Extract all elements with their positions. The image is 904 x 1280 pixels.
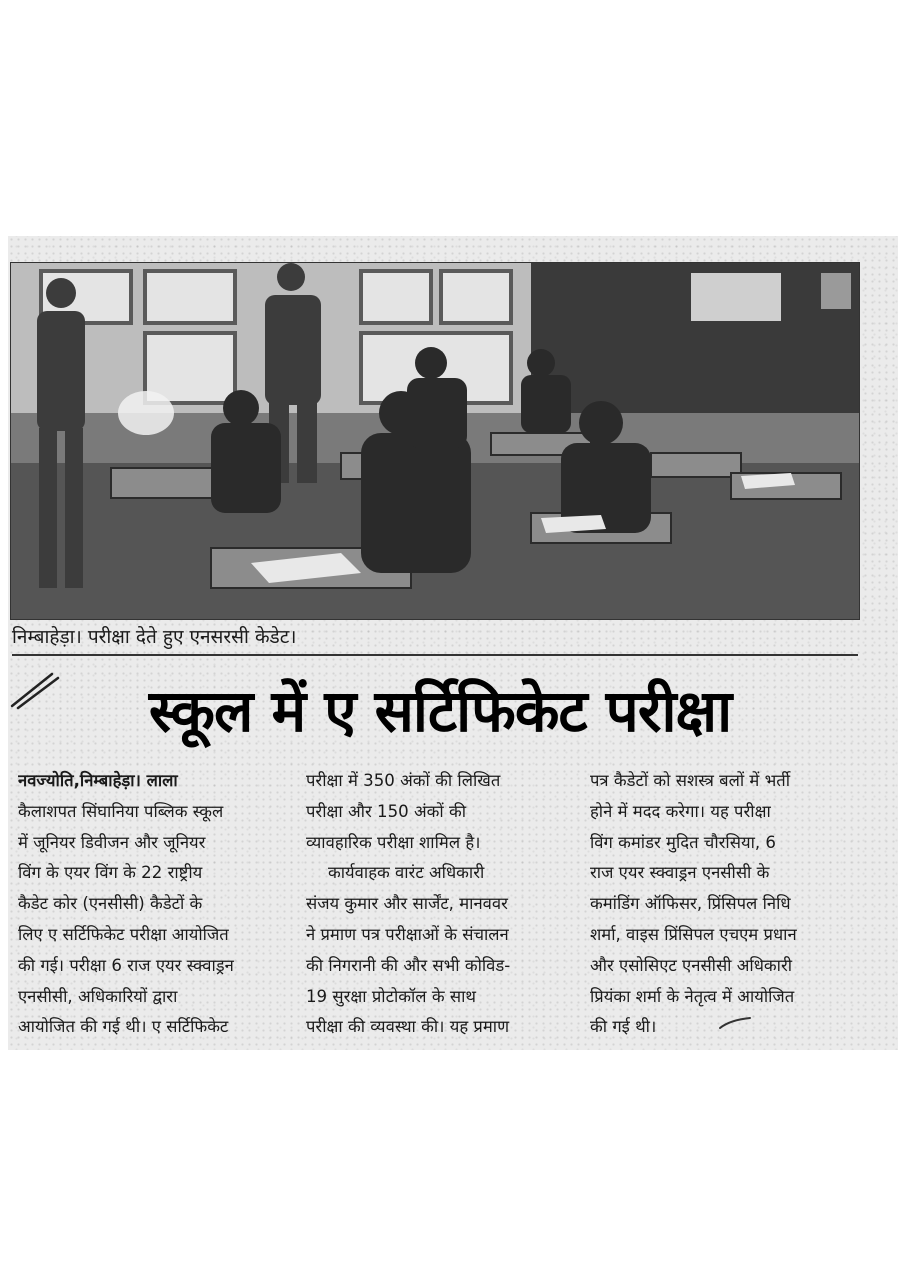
text-line: नवज्योति,निम्बाहेड़ा। लाला (18, 771, 178, 790)
check-mark-icon (718, 1016, 752, 1034)
text-line: कैडेट कोर (एनसीसी) कैडेटों के (18, 894, 203, 914)
text-line: परीक्षा की व्यवस्था की। यह प्रमाण (306, 1017, 510, 1037)
text-line: और एसोसिएट एनसीसी अधिकारी (590, 955, 793, 975)
text-line: विंग के एयर विंग के 22 राष्ट्रीय (18, 863, 203, 883)
text-line: की गई। परीक्षा 6 राज एयर स्क्वाड्रन (18, 955, 234, 975)
text-line: की निगरानी की और सभी कोविड- (306, 955, 511, 975)
text-line: लिए ए सर्टिफिकेट परीक्षा आयोजित (18, 924, 229, 944)
news-photo (10, 262, 860, 620)
article-column-2 (306, 766, 568, 1044)
article-column-3 (590, 766, 852, 1044)
text-line: परीक्षा और 150 अंकों की (306, 801, 466, 821)
text-line: राज एयर स्क्वाड्रन एनसीसी के (590, 863, 770, 883)
text-line: शर्मा, वाइस प्रिंसिपल एचएम प्रधान (590, 924, 797, 944)
text-line: प्रियंका शर्मा के नेतृत्व में आयोजित (590, 986, 795, 1006)
photo-caption: निम्बाहेड़ा। परीक्षा देते हुए एनसरसी केडेट। (12, 626, 297, 648)
headline: स्कूल में ए सर्टिफिकेट परीक्षा (148, 677, 732, 745)
text-line: में जूनियर डिवीजन और जूनियर (18, 832, 206, 852)
text-line: ने प्रमाण पत्र परीक्षाओं के संचालन (306, 924, 509, 944)
text-line: की गई थी। (590, 1017, 657, 1037)
text-line: कमांडिंग ऑफिसर, प्रिंसिपल निधि (590, 894, 791, 914)
classroom-photo-image (11, 263, 859, 619)
divider (12, 654, 858, 656)
text-line: एनसीसी, अधिकारियों द्वारा (18, 986, 178, 1006)
text-line: कैलाशपत सिंघानिया पब्लिक स्कूल (18, 801, 224, 821)
text-line: संजय कुमार और सार्जेंट, मानववर (306, 894, 508, 914)
pen-mark-icon (8, 668, 64, 712)
article-column-1 (18, 766, 280, 1044)
text-line: 19 सुरक्षा प्रोटोकॉल के साथ (306, 986, 476, 1006)
text-line: व्यावहारिक परीक्षा शामिल है। (306, 832, 481, 852)
text-line: आयोजित की गई थी। ए सर्टिफिकेट (18, 1017, 229, 1037)
text-line: पत्र कैडेटों को सशस्त्र बलों में भर्ती (590, 771, 791, 790)
text-line: होने में मदद करेगा। यह परीक्षा (590, 801, 771, 821)
text-line: विंग कमांडर मुदित चौरसिया, 6 (590, 832, 776, 852)
text-line: कार्यवाहक वारंट अधिकारी (328, 863, 485, 883)
text-line: परीक्षा में 350 अंकों की लिखित (306, 771, 501, 790)
